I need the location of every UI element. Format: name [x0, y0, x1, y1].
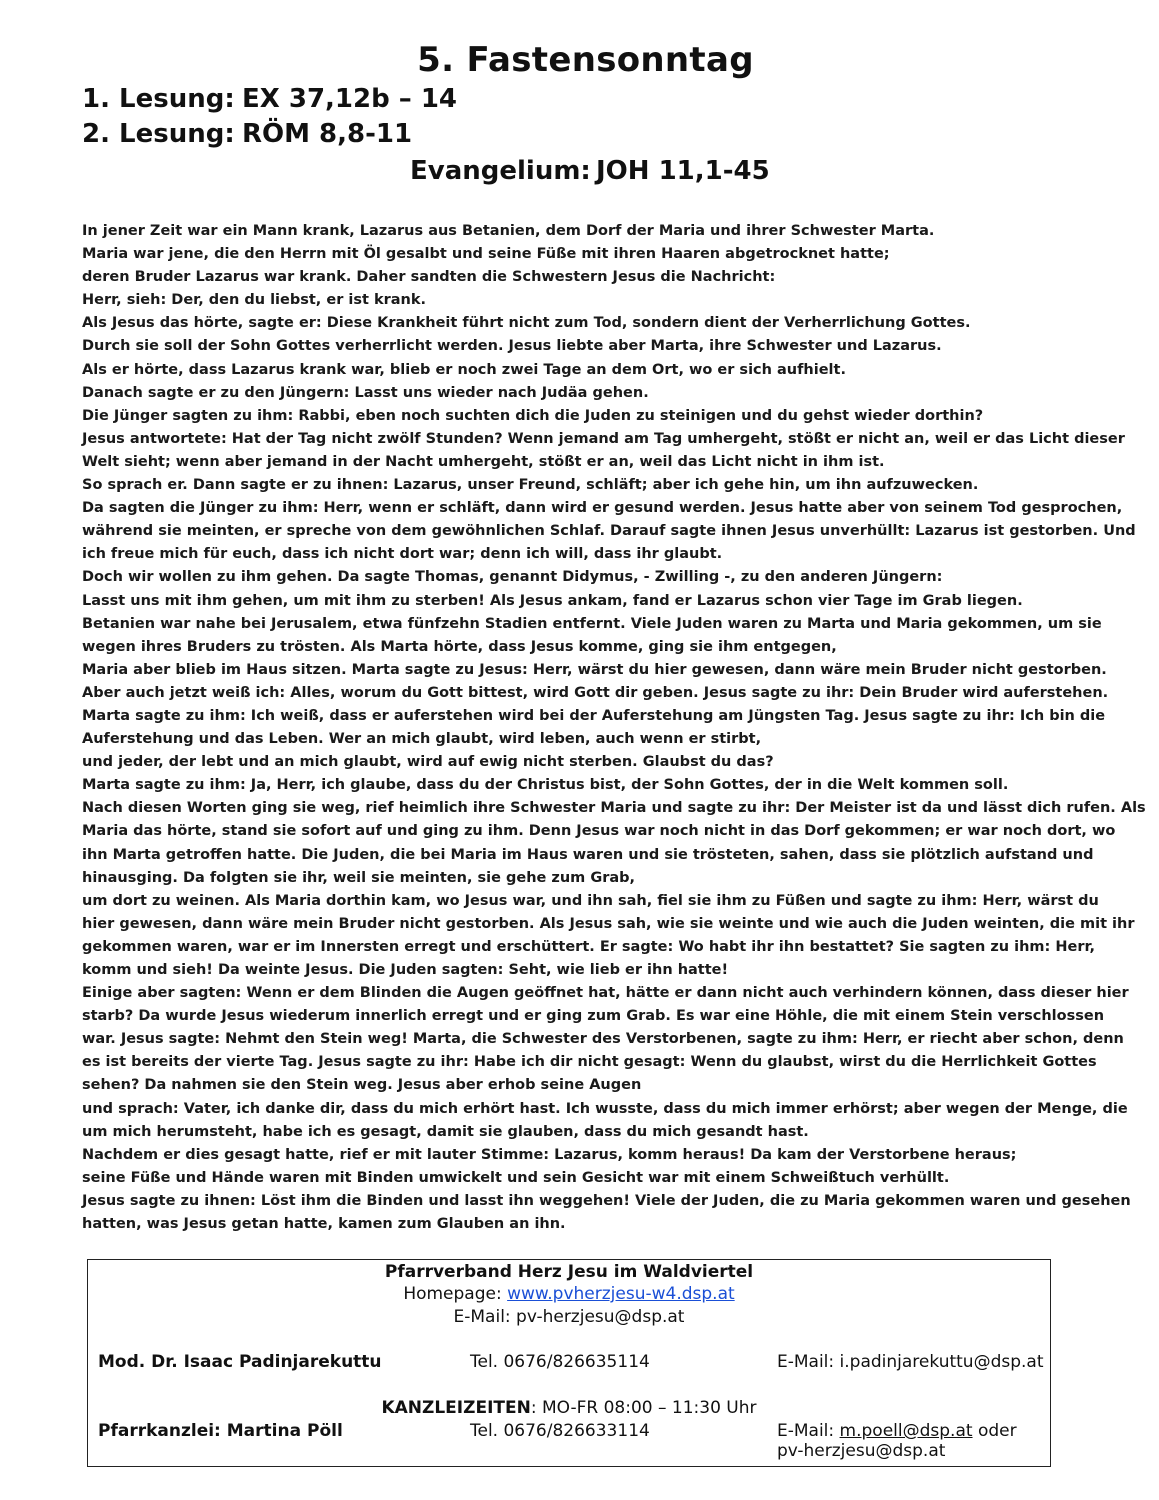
- reading-1: [82, 84, 457, 114]
- gospel-ref: JOH 11,1-45: [596, 156, 770, 186]
- text-line: Maria war jene, die den Herrn mit Öl gesalbt und seine Füße mit ihren Haaren abgetrocknet hatte;: [82, 246, 890, 263]
- office-email-prefix: E-Mail:: [777, 1421, 840, 1441]
- text-line: Nach diesen Worten ging sie weg, rief heimlich ihre Schwester Maria und sagte zu ihr: Der Meister ist da und lässt dich rufen. Als: [82, 800, 1146, 817]
- parish-name: Pfarrverband Herz Jesu im Waldviertel: [384, 1262, 754, 1282]
- text-line: Maria aber blieb im Haus sitzen. Marta sagte zu Jesus: Herr, wärst du hier gewesen, dann wäre mein Bruder nicht gestorben.: [82, 661, 1107, 678]
- text-line: Danach sagte er zu den Jüngern: Lasst uns wieder nach Judäa gehen.: [82, 384, 649, 401]
- priest-email: E-Mail: i.padinjarekuttu@dsp.at: [777, 1352, 1044, 1372]
- page-title: 5. Fastensonntag: [417, 40, 754, 80]
- office-hours-label: KANZLEIZEITEN: [381, 1398, 531, 1418]
- text-line: hinausging. Da folgten sie ihr, weil sie meinten, sie gehe zum Grab,: [82, 869, 636, 886]
- office-email-link[interactable]: m.poell@dsp.at: [839, 1421, 973, 1441]
- text-line: Welt sieht; wenn aber jemand in der Nacht umhergeht, stößt er an, weil das Licht nicht in ihm ist.: [82, 453, 885, 470]
- text-line: ihn Marta getroffen hatte. Die Juden, die bei Maria im Haus waren und sie trösteten, sahen, dass sie plötzlich aufstand und: [82, 846, 1094, 863]
- text-line: um dort zu weinen. Als Maria dorthin kam, wo Jesus war, und ihn sah, fiel sie ihm zu Füßen und sagte zu ihm: Herr, wärst du: [82, 892, 1099, 909]
- text-line: Jesus sagte zu ihnen: Löst ihm die Binden und lasst ihn weggehen! Viele der Juden, die zu Maria gekommen waren und gesehen: [82, 1192, 1131, 1209]
- text-line: Lasst uns mit ihm gehen, um mit ihm zu sterben! Als Jesus ankam, fand er Lazarus schon vier Tage im Grab liegen.: [82, 592, 1023, 609]
- text-line: Als er hörte, dass Lazarus krank war, blieb er noch zwei Tage an dem Ort, wo er sich aufhielt.: [82, 361, 846, 378]
- text-line: wegen ihres Bruders zu trösten. Als Marta hörte, dass Jesus komme, ging sie ihm entgegen,: [82, 638, 837, 655]
- text-line: Herr, sieh: Der, den du liebst, er ist krank.: [82, 292, 427, 309]
- text-line: Als Jesus das hörte, sagte er: Diese Krankheit führt nicht zum Tod, sondern dient der Verherrlichung Gottes.: [82, 315, 971, 332]
- text-line: gekommen waren, war er im Innersten erregt und erschüttert. Er sagte: Wo habt ihr ihn bestattet? Sie sagten zu ihm: Herr,: [82, 938, 1096, 955]
- priest-tel: Tel. 0676/826635114: [470, 1352, 650, 1372]
- office-hours: [88, 1398, 1050, 1418]
- gospel-text: [82, 220, 1146, 1236]
- text-line: Einige aber sagten: Wenn er dem Blinden die Augen geöffnet hat, hätte er dann nicht auch verhindern können, dass dieser hier: [82, 985, 1129, 1002]
- text-line: Betanien war nahe bei Jerusalem, etwa fünfzehn Stadien entfernt. Viele Juden waren zu Marta und Maria gekommen, um sie: [82, 615, 1102, 632]
- office-email-alt: pv-herzjesu@dsp.at: [777, 1441, 946, 1461]
- reading-1-ref: EX 37,12b – 14: [242, 84, 457, 114]
- reading-2-ref: RÖM 8,8-11: [242, 119, 413, 149]
- text-line: komm und sieh! Da weinte Jesus. Die Juden sagten: Seht, wie lieb er ihn hatte!: [82, 962, 729, 978]
- gospel: [410, 156, 770, 186]
- text-line: um mich herumsteht, habe ich es gesagt, damit sie glauben, dass du mich gesandt hast.: [82, 1123, 809, 1140]
- office-name: Pfarrkanzlei: Martina Pöll: [98, 1421, 343, 1441]
- text-line: war. Jesus sagte: Nehmt den Stein weg! Marta, die Schwester des Verstorbenen, sagte zu ihm: Herr, er riecht aber schon, denn: [82, 1031, 1124, 1048]
- text-line: Marta sagte zu ihm: Ja, Herr, ich glaube, dass du der Christus bist, der Sohn Gottes, der in die Welt kommen soll.: [82, 777, 1009, 794]
- text-line: und sprach: Vater, ich danke dir, dass du mich erhört hast. Ich wusste, dass du mich immer erhörst; aber wegen der Menge, die: [82, 1100, 1128, 1117]
- reading-1-label: 1. Lesung:: [82, 84, 235, 114]
- text-line: Nachdem er dies gesagt hatte, rief er mit lauter Stimme: Lazarus, komm heraus! Da kam der Verstorbene heraus;: [82, 1146, 1017, 1163]
- text-line: hatten, was Jesus getan hatte, kamen zum Glauben an ihn.: [82, 1216, 566, 1233]
- priest-name: Mod. Dr. Isaac Padinjarekuttu: [98, 1352, 382, 1372]
- text-line: Da sagten die Jünger zu ihm: Herr, wenn er schläft, dann wird er gesund werden. Jesus hatte aber von seinem Tod gesprochen,: [82, 500, 1123, 517]
- office-email: [777, 1421, 1017, 1461]
- text-line: und jeder, der lebt und an mich glaubt, wird auf ewig nicht sterben. Glaubst du das?: [82, 754, 774, 771]
- text-line: deren Bruder Lazarus war krank. Daher sandten die Schwestern Jesus die Nachricht:: [82, 269, 776, 286]
- reading-2: [82, 119, 412, 149]
- homepage-line: [88, 1284, 1050, 1304]
- gospel-label: Evangelium:: [410, 156, 591, 186]
- text-line: Durch sie soll der Sohn Gottes verherrlicht werden. Jesus liebte aber Marta, ihre Schwester und Lazarus.: [82, 338, 942, 355]
- text-line: starb? Da wurde Jesus wiederum innerlich erregt und er ging zum Grab. Es war eine Höhle, die mit einem Stein verschlossen: [82, 1008, 1105, 1025]
- contact-box: [87, 1259, 1051, 1467]
- text-line: ich freue mich für euch, dass ich nicht dort war; denn ich will, dass ihr glaubt.: [82, 546, 723, 563]
- text-line: hier gewesen, dann wäre mein Bruder nicht gestorben. Als Jesus sah, wie sie weinte und wie auch die Juden weinten, die mit ihr: [82, 915, 1135, 932]
- office-email-or: oder: [972, 1421, 1017, 1441]
- text-line: Die Jünger sagten zu ihm: Rabbi, eben noch suchten dich die Juden zu steinigen und du gehst wieder dorthin?: [82, 407, 984, 424]
- text-line: seine Füße und Hände waren mit Binden umwickelt und sein Gesicht war mit einem Schweißtuch verhüllt.: [82, 1169, 950, 1186]
- office-tel: Tel. 0676/826633114: [470, 1421, 650, 1441]
- text-line: Marta sagte zu ihm: Ich weiß, dass er auferstehen wird bei der Auferstehung am Jüngsten Tag. Jesus sagte zu ihr: Ich bin die: [82, 707, 1106, 724]
- text-line: In jener Zeit war ein Mann krank, Lazarus aus Betanien, dem Dorf der Maria und ihrer Schwester Marta.: [82, 223, 935, 239]
- text-line: während sie meinten, er spreche von dem gewöhnlichen Schlaf. Darauf sagte ihnen Jesus unverhüllt: Lazarus ist gestorben. Und: [82, 523, 1136, 540]
- text-line: sehen? Da nahmen sie den Stein weg. Jesus aber erhob seine Augen: [82, 1077, 642, 1094]
- text-line: Auferstehung und das Leben. Wer an mich glaubt, wird leben, auch wenn er stirbt,: [82, 731, 762, 748]
- office-hours-value: : MO-FR 08:00 – 11:30 Uhr: [530, 1398, 757, 1418]
- text-line: Doch wir wollen zu ihm gehen. Da sagte Thomas, genannt Didymus, - Zwilling -, zu den anderen Jüngern:: [82, 569, 943, 586]
- homepage-link[interactable]: www.pvherzjesu-w4.dsp.at: [507, 1284, 735, 1304]
- text-line: Aber auch jetzt weiß ich: Alles, worum du Gott bittest, wird Gott dir geben. Jesus sagte zu ihr: Dein Bruder wird auferstehen.: [82, 684, 1109, 701]
- homepage-label: Homepage:: [403, 1284, 508, 1304]
- email-line: E-Mail: pv-herzjesu@dsp.at: [453, 1307, 685, 1327]
- text-line: So sprach er. Dann sagte er zu ihnen: Lazarus, unser Freund, schläft; aber ich gehe hin, um ihn aufzuwecken.: [82, 477, 979, 494]
- text-line: es ist bereits der vierte Tag. Jesus sagte zu ihr: Habe ich dir nicht gesagt: Wenn du glaubst, wirst du die Herrlichkeit Gottes: [82, 1054, 1097, 1071]
- text-line: Jesus antwortete: Hat der Tag nicht zwölf Stunden? Wenn jemand am Tag umhergeht, stößt er nicht an, weil er das Licht dieser: [82, 430, 1125, 447]
- text-line: Maria das hörte, stand sie sofort auf und ging zu ihm. Denn Jesus war noch nicht in das Dorf gekommen; er war noch dort, wo: [82, 823, 1116, 840]
- reading-2-label: 2. Lesung:: [82, 119, 235, 149]
